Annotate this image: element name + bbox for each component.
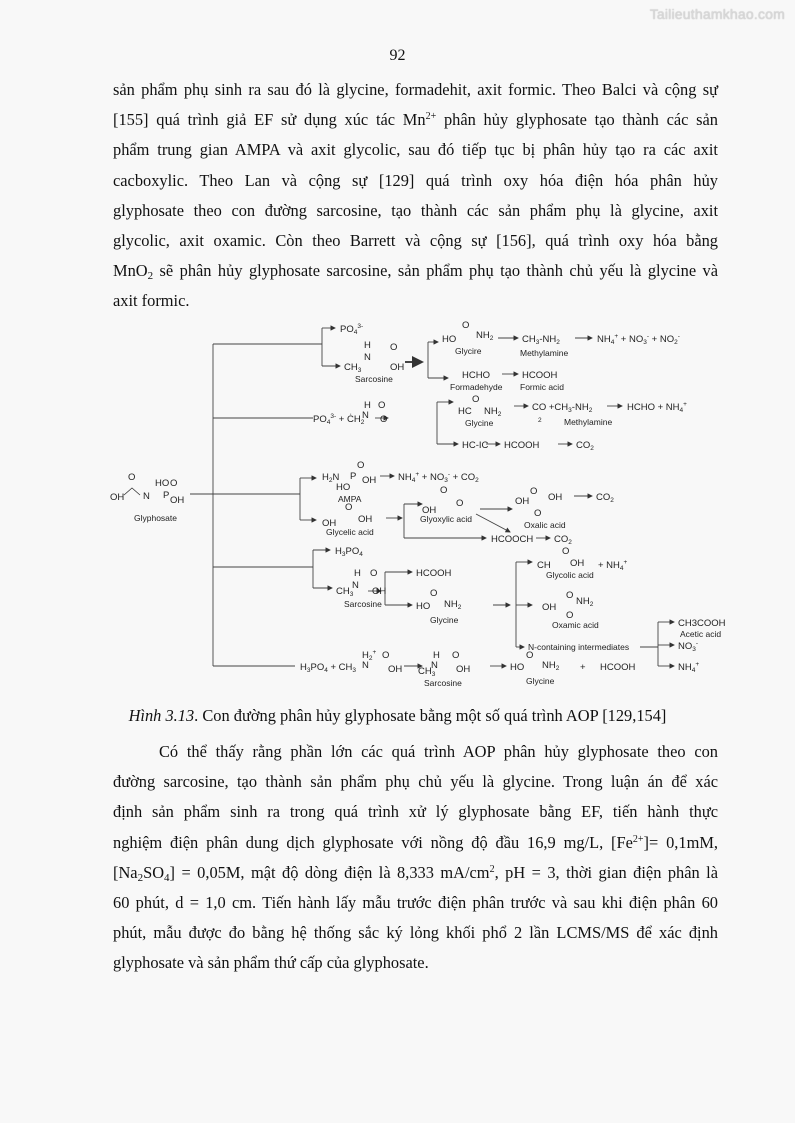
svg-text:OH: OH <box>322 518 337 529</box>
svg-text:O: O <box>462 320 470 331</box>
svg-text:O: O <box>378 400 386 411</box>
svg-text:H3PO4 + CH3: $H_3PO_4 + CH_3$ <box>300 662 357 674</box>
svg-text:PO43- + ĊH2: $PO_4^{3-}$ + $ĊH_2$ <box>313 413 365 426</box>
svg-text:O: O <box>452 650 460 661</box>
svg-text:N-containing intermediates: N-containing intermediates <box>528 642 630 652</box>
text-line: [155] quá trình giả EF sử dụng xúc tác $Mn^{2+}$ phân hủy glyphosate tạo thành các sản <box>113 110 718 130</box>
svg-text:CH3-NH2: $CH_3-NH_2$ <box>522 334 560 346</box>
svg-text:HO: HO <box>442 334 457 345</box>
svg-text:N: N <box>362 410 369 421</box>
svg-text:H: H <box>354 568 361 579</box>
text-line: glycolic, axit oxamic. Còn theo Barrett và cộng sự [156], quá trình oxy hóa bằng <box>113 231 718 251</box>
svg-text:CO +CH3-NH2: CO $+CH_3-NH_2$ <box>532 402 593 414</box>
text-line: phẩm trung gian AMPA và axit glycolic, sau đó tiếp tục bị phân hủy tạo ra các axit <box>113 140 718 160</box>
svg-text:Glyoxylic acid: Glyoxylic acid <box>420 514 472 524</box>
svg-text:HCOOH: HCOOH <box>600 662 636 673</box>
text-line: định sản phẩm sinh ra trong quá trình xử lý glyphosate bằng EF, tiến hành thực <box>113 802 718 822</box>
svg-text:HC-IC: HC-IC <box>462 440 489 451</box>
text-line: Có thể thấy rằng phần lớn các quá trình AOP phân hủy glyphosate theo con <box>159 742 718 761</box>
text-line: sản phẩm phụ sinh ra sau đó là glycine, formadehit, axit formic. Theo Balci và cộng sự <box>113 80 718 99</box>
svg-text:O: O <box>530 486 538 497</box>
text-line: axit formic. <box>113 291 190 311</box>
node-glyphosate <box>110 472 184 523</box>
svg-text:O: O <box>370 568 378 579</box>
text-line: MnO$_2$ sẽ phân hủy glyphosate sarcosine, sản phẩm phụ tạo thành chủ yếu là glycine và <box>113 261 718 283</box>
svg-text:CH: CH <box>537 560 551 571</box>
svg-text:H2N: $H_2N$ <box>322 472 340 484</box>
svg-text:NH4+: $NH_4^+$ <box>678 661 700 674</box>
svg-text:N: N <box>143 491 150 502</box>
svg-text:Oxalic acid: Oxalic acid <box>524 520 566 530</box>
svg-text:HCOOH: HCOOH <box>416 568 452 579</box>
svg-text:H: H <box>433 650 440 661</box>
svg-text:Glyphosate: Glyphosate <box>134 513 177 523</box>
svg-text:CH3COOH: CH3COOH <box>678 618 726 629</box>
svg-text:OH: OH <box>422 505 437 516</box>
paragraph-1 <box>113 75 718 317</box>
figure-caption <box>0 706 795 726</box>
svg-text:HCOOH: HCOOH <box>504 440 540 451</box>
svg-text:Methylamine: Methylamine <box>520 348 569 358</box>
svg-text:O: O <box>440 485 448 496</box>
svg-text:H2+: $H_2^+$ <box>362 649 377 662</box>
svg-text:Glycine: Glycine <box>430 615 459 625</box>
svg-text:Formadehyde: Formadehyde <box>450 382 503 392</box>
text-line: glyphosate theo con đường sarcosine, tạo thành các sản phẩm phụ là glycine, axit <box>113 200 718 220</box>
svg-text:CO2: $CO_2$ <box>576 440 594 452</box>
svg-text:OH: OH <box>388 664 403 675</box>
svg-text:OH: OH <box>110 492 125 503</box>
svg-text:HCHO + NH4+: HCHO + $NH_4^+$ <box>627 401 687 414</box>
svg-text:NH2: $NH_2$ <box>576 596 594 608</box>
svg-text:N: N <box>364 352 371 363</box>
svg-text:+ NH4+: + $NH_4^+$ <box>598 559 628 572</box>
svg-text:OH: OH <box>390 362 405 373</box>
svg-text:H: H <box>364 340 371 351</box>
svg-text:OH: OH <box>362 475 377 486</box>
svg-text:Glycolic acid: Glycolic acid <box>546 570 594 580</box>
svg-text:O: O <box>566 590 574 601</box>
svg-text:O: O <box>380 414 388 425</box>
svg-text:Sarcosine: Sarcosine <box>424 678 462 688</box>
svg-text:N: N <box>362 660 369 671</box>
watermark: Tailieuthamkhao.com <box>649 6 785 22</box>
svg-text:O: O <box>526 650 534 661</box>
svg-text:Methylamine: Methylamine <box>564 417 613 427</box>
svg-text:NH2: $NH_2$ <box>484 406 502 418</box>
svg-text:O: O <box>472 394 480 405</box>
page-number: 92 <box>389 47 406 64</box>
svg-text:HCOOH: HCOOH <box>522 370 558 381</box>
svg-text:Sarcosine: Sarcosine <box>344 599 382 609</box>
svg-text:OH: OH <box>515 496 530 507</box>
paragraph-2 <box>113 737 718 979</box>
svg-text:CH3: $CH_3$ <box>344 362 362 374</box>
figure-caption-label: Hình 3.13 <box>128 706 195 725</box>
svg-text:Sarcosine: Sarcosine <box>355 374 393 384</box>
text-line: phút, mẫu được đo bằng hệ thống sắc ký lỏng khối phổ 2 lần LCMS/MS để xác định <box>113 923 718 943</box>
svg-text:OH: OH <box>542 602 557 613</box>
svg-text:Formic acid: Formic acid <box>520 382 564 392</box>
svg-text:CH3: $CH_3$ <box>336 586 354 598</box>
svg-text:P: P <box>163 490 170 501</box>
text-line: 60 phút, d = 1,0 cm. Tiến hành lấy mẫu trước điện phân trước và sau khi điện phân 60 <box>113 893 718 913</box>
svg-text:PO43-: $PO_4^{3-}$ <box>340 323 364 336</box>
svg-text:N: N <box>431 660 438 671</box>
svg-text:O: O <box>566 610 574 621</box>
svg-text:O: O <box>382 650 390 661</box>
text-line: nghiệm điện phân dung dịch glyphosate với nồng độ đầu 16,9 mg/L, $[Fe^{2+}]= 0,1mM$, <box>113 832 718 852</box>
glyphosate-degradation-pathway-diagram <box>100 318 740 703</box>
svg-text:Glycine: Glycine <box>465 418 494 428</box>
svg-text:O: O <box>345 502 353 513</box>
svg-text:NH2: $NH_2$ <box>542 660 560 672</box>
svg-text:2: 2 <box>538 417 542 424</box>
svg-text:HO: HO <box>416 601 431 612</box>
svg-text:OH: OH <box>570 558 585 569</box>
svg-text:OH: OH <box>358 514 373 525</box>
svg-text:HC: HC <box>458 406 472 417</box>
svg-text:OH: OH <box>548 492 563 503</box>
svg-text:HCHO: HCHO <box>462 370 490 381</box>
svg-text:O: O <box>430 588 438 599</box>
text-line: cacboxylic. Theo Lan và cộng sự [129] quá trình oxy hóa điện hóa phân hủy <box>113 170 718 190</box>
svg-text:OH: OH <box>170 495 185 506</box>
svg-text:O: O <box>456 498 464 509</box>
svg-text:CO2: $CO_2$ <box>596 492 614 504</box>
svg-text:O: O <box>562 546 570 557</box>
svg-text:OH: OH <box>456 664 471 675</box>
svg-text:NH2: $NH_2$ <box>476 330 494 342</box>
svg-text:AMPA: AMPA <box>338 494 362 504</box>
svg-text:+: + <box>580 662 586 673</box>
svg-text:HO: HO <box>336 482 351 493</box>
svg-text:Glycelic acid: Glycelic acid <box>326 527 374 537</box>
svg-text:CO2: $CO_2$ <box>554 534 572 546</box>
svg-text:O: O <box>128 472 136 483</box>
svg-text:Glycire: Glycire <box>455 346 482 356</box>
svg-text:O: O <box>390 342 398 353</box>
text-line: glyphosate và sản phẩm thứ cấp của glyphosate. <box>113 953 429 973</box>
text-line: $[Na_2SO_4] = 0,05M$, mật độ dòng điện là 8,333 $mA/cm^2$, pH = 3, thời gian điện phân là <box>113 862 718 884</box>
svg-text:HO: HO <box>155 478 170 489</box>
svg-text:O: O <box>170 478 178 489</box>
svg-text:Glycine: Glycine <box>526 676 555 686</box>
svg-text:O: O <box>534 508 542 519</box>
figure-caption-text: . Con đường phân hủy glyphosate bằng một số quá trình AOP [129,154] <box>194 706 667 725</box>
svg-text:HO: HO <box>510 662 525 673</box>
svg-text:Acetic acid: Acetic acid <box>680 629 722 639</box>
svg-text:NO3-: $NO_3^-$ <box>678 640 699 653</box>
svg-text:H3PO4: $H_3PO_4$ <box>335 546 363 558</box>
svg-text:Oxamic acid: Oxamic acid <box>552 620 599 630</box>
svg-text:H: H <box>364 400 371 411</box>
svg-text:N: N <box>352 580 359 591</box>
text-line: đường sarcosine, tạo thành sản phẩm phụ chủ yếu là glycine. Trong luận án để xác <box>113 772 718 792</box>
svg-text:OH: OH <box>372 586 387 597</box>
svg-text:NH4+ + NO3- + CO2: $NH_4^+ + NO_3^- + CO_2$ <box>398 471 479 484</box>
svg-text:NH4+ + NO3- + NO2-: $NH_4^+ + NO_3^- + NO_2^-$ <box>597 333 680 346</box>
svg-text:P: P <box>350 471 357 482</box>
svg-text:CH3: $CH_3$ <box>418 666 436 678</box>
svg-text:NH2: $NH_2$ <box>444 599 462 611</box>
svg-text:O: O <box>357 460 365 471</box>
svg-text:HCOOCH: HCOOCH <box>491 534 534 545</box>
